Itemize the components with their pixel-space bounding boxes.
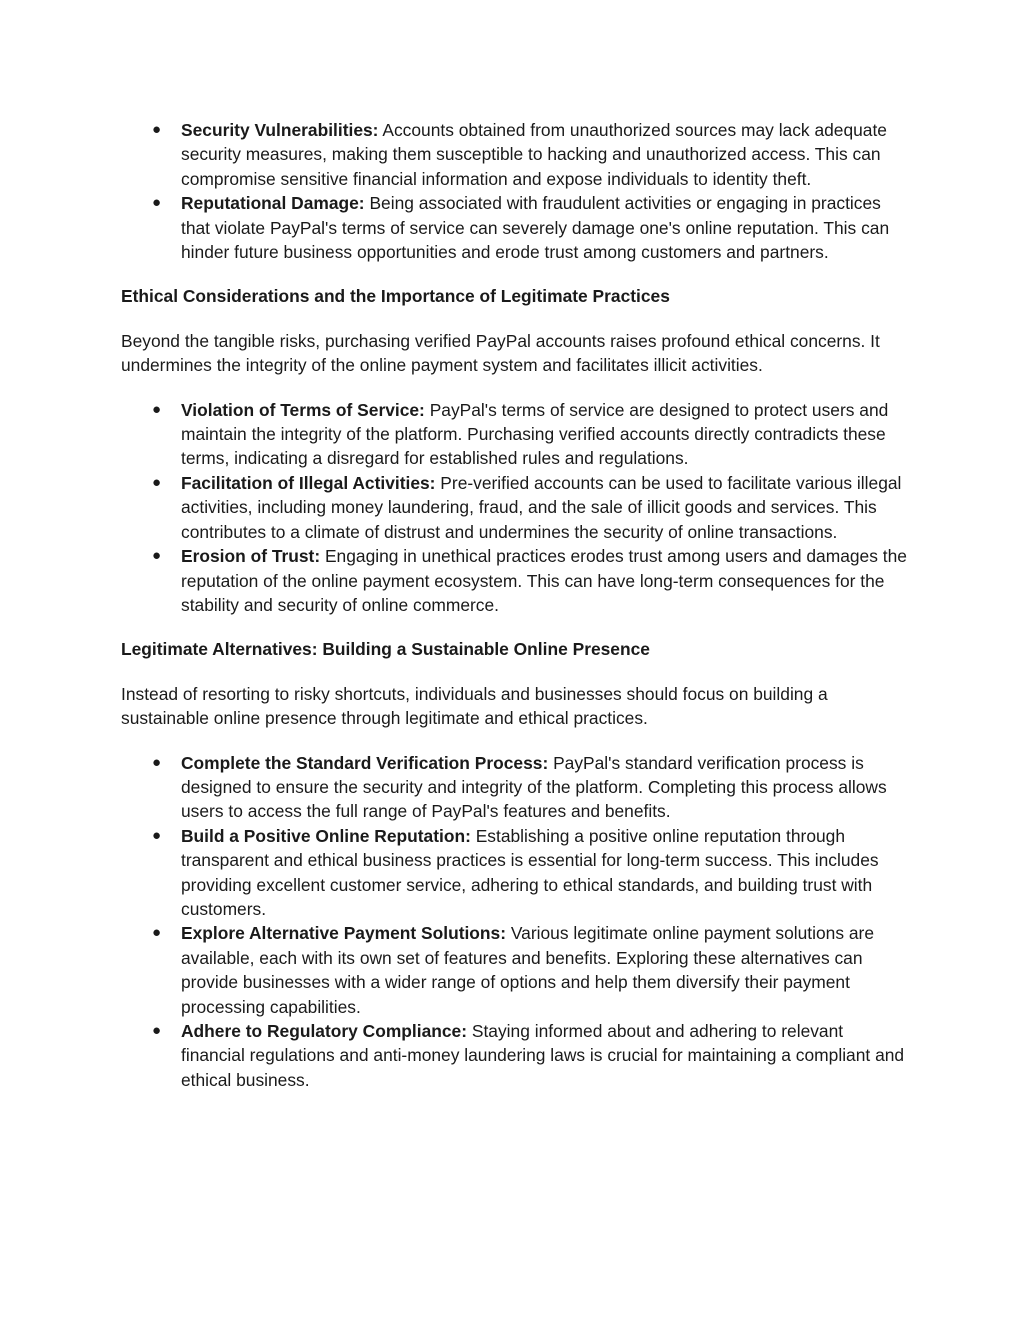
list-item-term: Complete the Standard Verification Process:	[181, 752, 549, 773]
list-item-term: Erosion of Trust:	[181, 546, 321, 567]
list-item-text: Staying informed about and adhering to relevant financial regulations and anti-money laundering laws is crucial for maintaining a compliant and ethical business.	[181, 1021, 905, 1090]
ethical-list	[121, 398, 911, 618]
list-item-term: Adhere to Regulatory Compliance:	[181, 1021, 468, 1041]
list-item-term: Explore Alternative Payment Solutions:	[181, 923, 507, 944]
list-item	[121, 1019, 911, 1092]
list-item-term: Security Vulnerabilities:	[181, 120, 379, 140]
risk-list	[121, 118, 911, 264]
bullet-icon: ●	[152, 753, 162, 771]
list-item	[121, 544, 911, 617]
section-paragraph-alternatives: Instead of resorting to risky shortcuts, individuals and businesses should focus on building a sustainable online presence through legitimate and ethical practices.	[121, 683, 828, 729]
list-item-text: PayPal's terms of service are designed to protect users and maintain the integrity of the platform. Purchasing verified accounts directly contradicts these terms, indicating a disregard for established rules and regulations.	[181, 399, 889, 469]
list-item-text: Various legitimate online payment solutions are available, each with its own set of features and benefits. Exploring these alternatives can provide businesses with a wider range of options and help them diversify their payment processing capabilities.	[181, 923, 875, 1017]
section-paragraph-ethical: Beyond the tangible risks, purchasing verified PayPal accounts raises profound ethical concerns. It undermines the integrity of the online payment system and facilitates illicit activities.	[121, 330, 880, 376]
list-item-text: Establishing a positive online reputation through transparent and ethical business practices is essential for long-term success. This includes providing excellent customer service, adhering to ethical standards, and building trust with customers.	[181, 825, 879, 919]
bullet-icon: ●	[152, 826, 162, 844]
list-item-text: Engaging in unethical practices erodes trust among users and damages the reputation of the online payment ecosystem. This can have long-term consequences for the stability and security of online commerce.	[181, 546, 907, 615]
list-item-term: Facilitation of Illegal Activities:	[181, 472, 436, 493]
section-heading-alternatives: Legitimate Alternatives: Building a Sustainable Online Presence	[121, 639, 650, 660]
bullet-icon: ●	[152, 473, 162, 491]
list-item	[121, 751, 911, 824]
bullet-icon: ●	[152, 121, 162, 138]
bullet-icon: ●	[152, 547, 162, 565]
list-item-text: Being associated with fraudulent activities or engaging in practices that violate PayPal's terms of service can severely damage one's online reputation. This can hinder future business opportunities and erode trust among customers and partners.	[181, 193, 890, 263]
list-item	[121, 398, 911, 471]
list-item	[121, 118, 911, 191]
list-item-text: Pre-verified accounts can be used to facilitate various illegal activities, including money laundering, fraud, and the sale of illicit goods and services. This contributes to a climate of distrust and undermines the security of online transactions.	[181, 472, 902, 542]
list-item	[121, 191, 911, 264]
list-item-text: PayPal's standard verification process is designed to ensure the security and integrity of the platform. Completing this process allows users to access the full range of PayPal's features and benefits.	[181, 752, 887, 822]
list-item	[121, 921, 911, 1019]
list-item-text: Accounts obtained from unauthorized sources may lack adequate security measures, making them susceptible to hacking and unauthorized access. This can compromise sensitive financial information and expose individuals to identity theft.	[181, 120, 887, 189]
bullet-icon: ●	[152, 400, 162, 418]
alternatives-list	[121, 751, 911, 1093]
bullet-icon: ●	[152, 1022, 162, 1039]
list-item-term: Reputational Damage:	[181, 193, 365, 214]
list-item-term: Violation of Terms of Service:	[181, 399, 425, 420]
list-item-term: Build a Positive Online Reputation:	[181, 825, 471, 846]
list-item	[121, 471, 911, 544]
document-page	[121, 118, 911, 1092]
bullet-icon: ●	[152, 194, 162, 212]
bullet-icon: ●	[152, 924, 162, 942]
list-item	[121, 824, 911, 922]
section-heading-ethical: Ethical Considerations and the Importance of Legitimate Practices	[121, 286, 670, 307]
